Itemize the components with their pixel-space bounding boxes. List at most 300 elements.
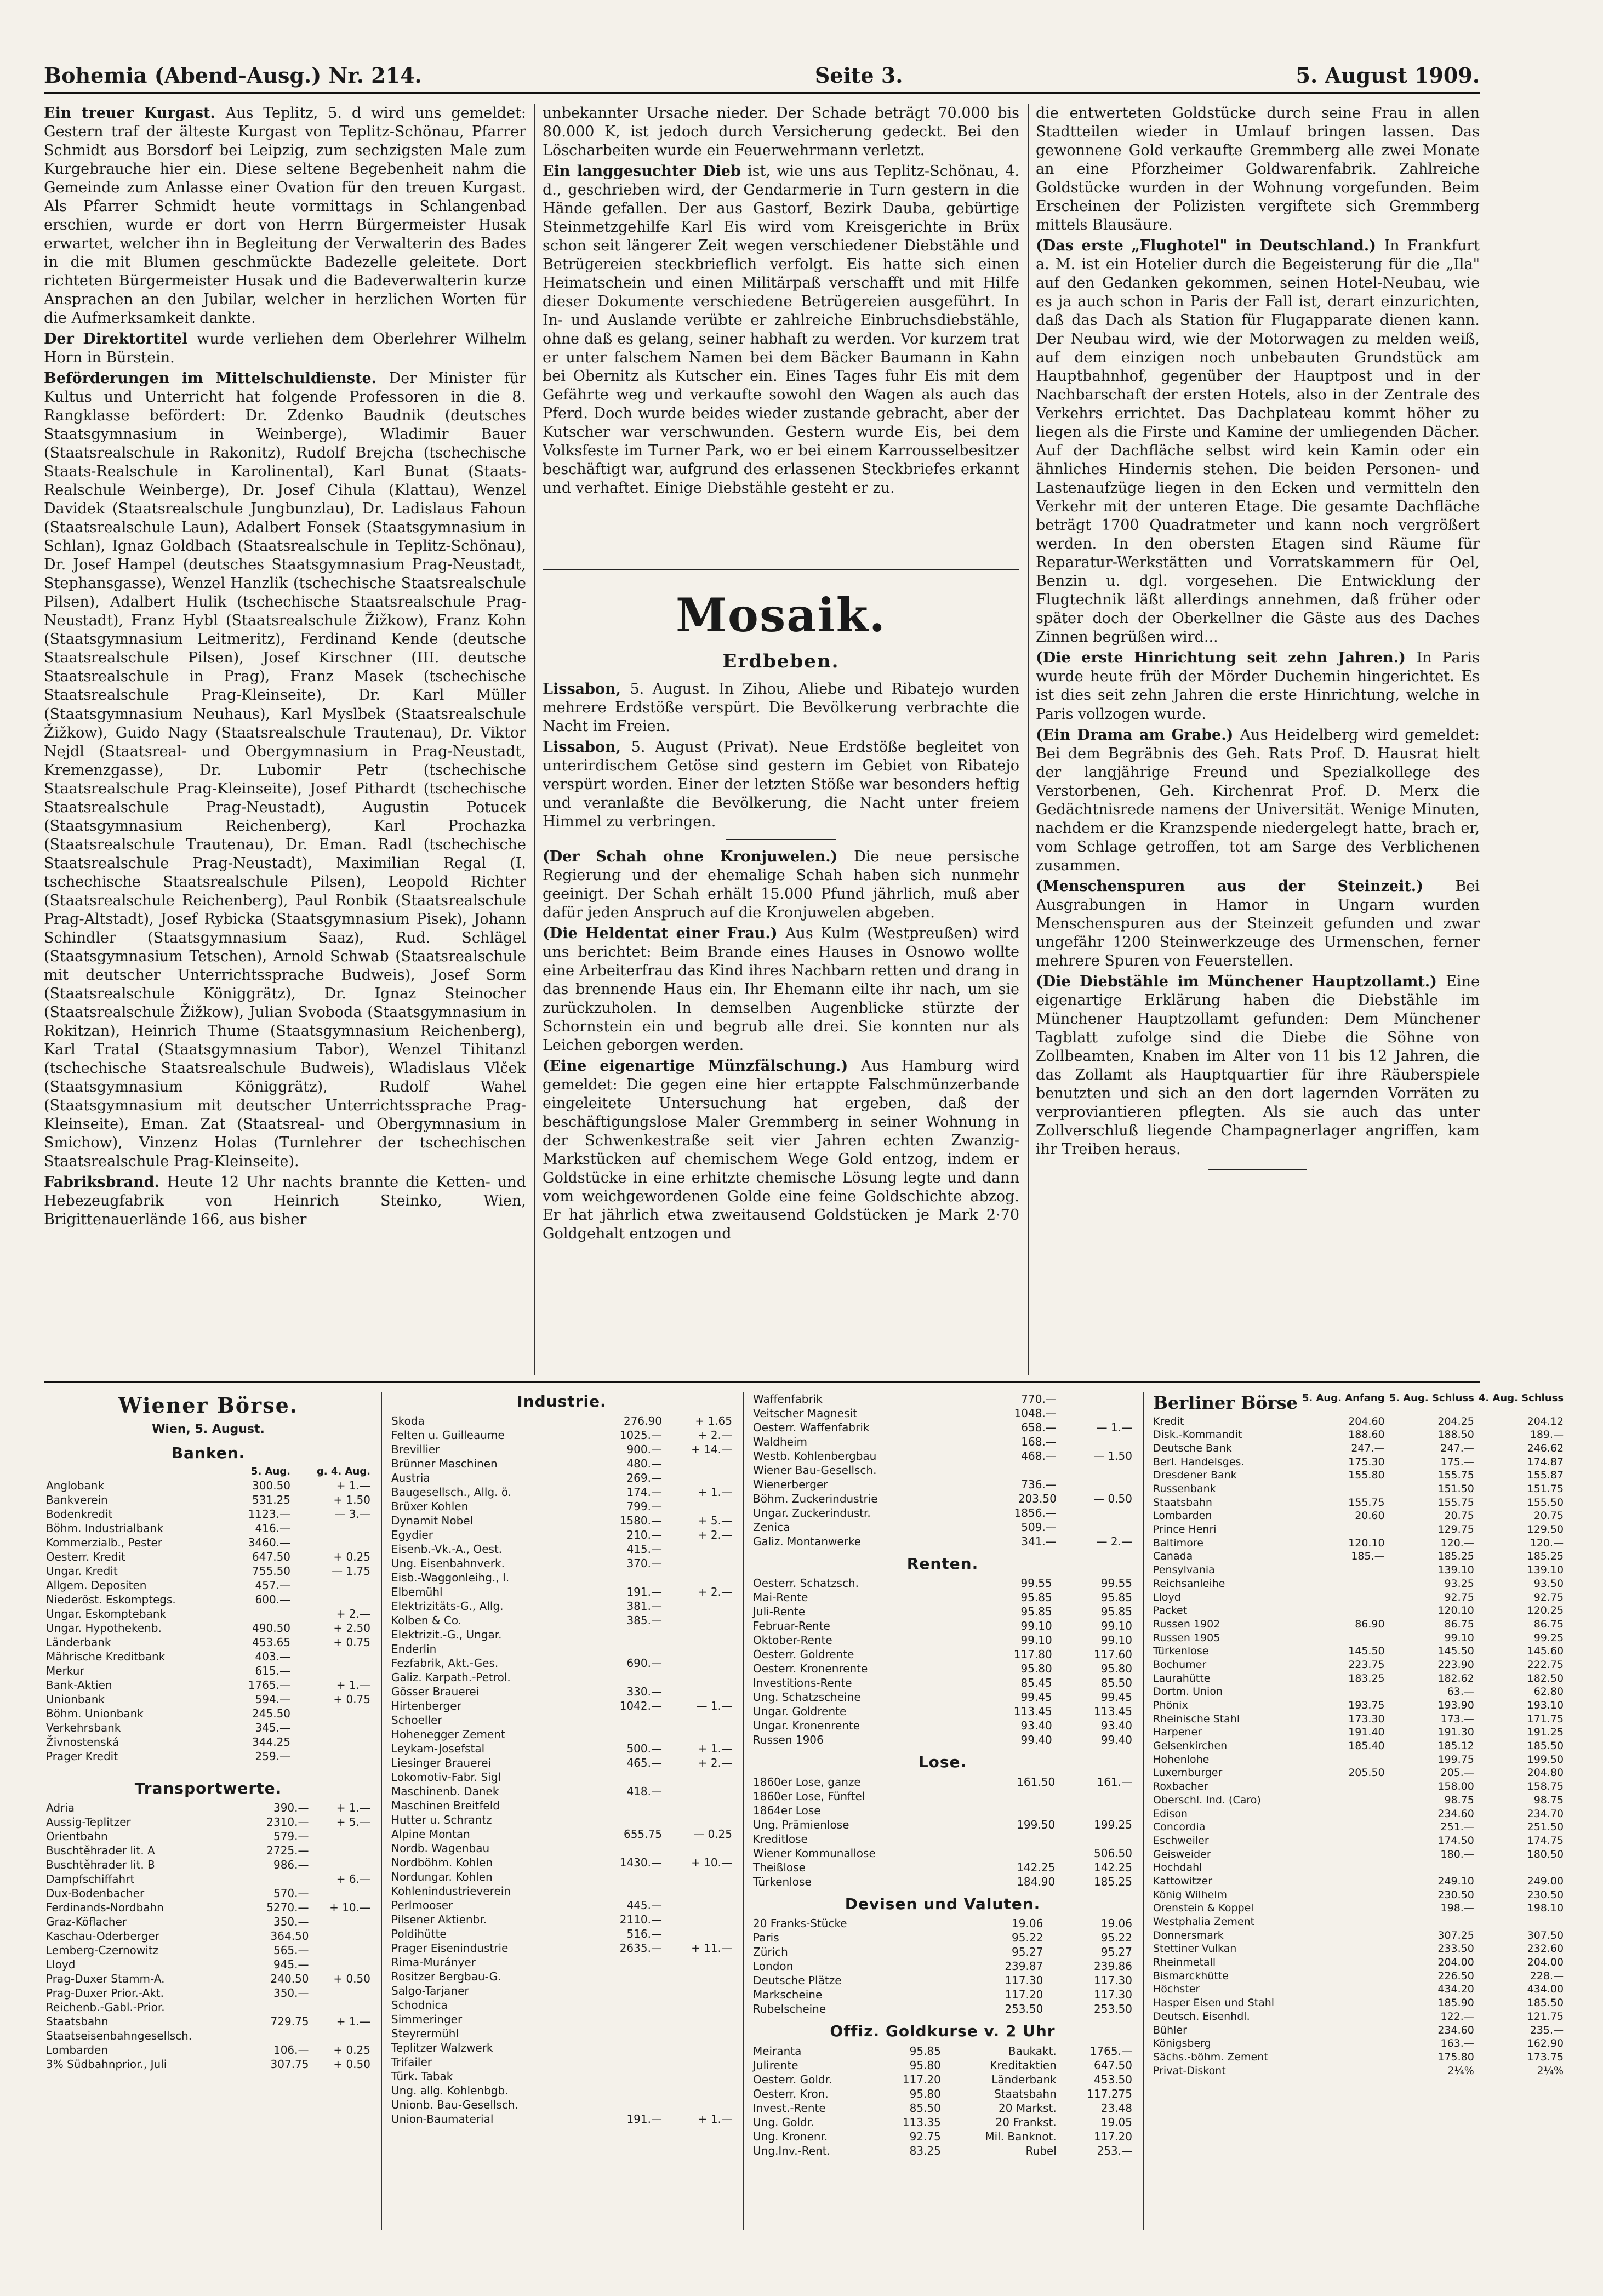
row-label: Zenica (753, 1521, 790, 1534)
row-value: 945.— (273, 1958, 309, 1972)
article-text: wurde verliehen dem Oberlehrer Wilhelm Horn in Bürstein. (44, 330, 526, 367)
row-value: 161.— (1097, 1775, 1132, 1789)
row-value (1300, 1875, 1387, 1888)
row-value: — 1.— (696, 1699, 732, 1713)
mosaik-article (543, 924, 1019, 1055)
table-row (751, 2129, 1134, 2144)
article-lead: (Ein Drama am Grabe.) (1036, 726, 1240, 744)
table-row (751, 2101, 1134, 2115)
row-value: 579.— (273, 1830, 309, 1843)
row-value (293, 1578, 373, 1592)
table-row (389, 1984, 734, 1998)
row-value: 233.50 (1437, 1943, 1474, 1955)
mosaik-subtitle: Erdbeben. (722, 650, 840, 672)
article-lead: (Die Diebstähle im Münchener Hauptzollamt.) (1036, 973, 1446, 990)
row-label: Oesterr. Kron. (753, 2087, 829, 2100)
row-value (1300, 1563, 1387, 1577)
row-value: + 1.50 (333, 1493, 370, 1506)
row-value: 2725.— (266, 1844, 309, 1858)
article-lead: (Die Heldentat einer Frau.) (543, 924, 786, 942)
berlin-title: Berliner Börse (1153, 1392, 1298, 1413)
row-value: 185.25 (1527, 1550, 1564, 1563)
row-label: Lloyd (46, 1958, 76, 1972)
row-label: Ungar. Eskomptebank (46, 1607, 167, 1620)
table-row (389, 1684, 734, 1699)
row-value (311, 1929, 373, 1943)
col1-article (44, 369, 526, 1171)
row-label: Skoda (391, 1414, 425, 1428)
row-label: Theißlose (753, 1860, 806, 1874)
row-value: — 0.50 (1093, 1492, 1132, 1505)
table-row (44, 1678, 373, 1692)
row-label: Reichsanleihe (1153, 1577, 1225, 1590)
row-value (664, 2055, 734, 2069)
table-row (1151, 1591, 1566, 1604)
row-value: 600.— (255, 1592, 291, 1606)
row-value: 117.20 (902, 2072, 941, 2086)
row-value: 95.22 (1100, 1931, 1132, 1945)
article-text: Eine eigenartige Erklärung haben die Diebstähle im Münchener Hauptzollamt gefunden: Dem Münchener Tagblatt zufolge sind die Diebe die Söhne von Zollbeamten, Knaben im Alter von 11 bis 12 Jahren, die das Zollamt als Hauptquartier für ihre Räuberspiele benutzten und sich an den dort lagernden Vorräten zu verproviantieren pflegten. Als sie auch das unter Zollverschluß liegende Champagnerlager angriffen, kam ihr Treiben heraus. (1036, 973, 1480, 1158)
row-value: 185.90 (1437, 1997, 1474, 2009)
table-row (389, 1955, 734, 1969)
row-value (311, 1915, 373, 1929)
table-row (389, 1770, 734, 1784)
row-value: 122.— (1440, 2010, 1474, 2023)
row-value: 647.50 (252, 1550, 291, 1563)
row-value (592, 1798, 664, 1813)
row-value: 158.75 (1527, 1780, 1564, 1793)
row-value: 506.50 (1094, 1846, 1132, 1860)
table-row (1151, 1428, 1566, 1442)
table-row (751, 1733, 1134, 1747)
row-label: Oesterr. Kredit (46, 1550, 125, 1563)
row-value: 189.— (1530, 1429, 1564, 1441)
row-label: Alpine Montan (391, 1827, 470, 1841)
row-label: Poldihütte (391, 1927, 447, 1941)
row-label: Rheinmetall (1153, 1956, 1216, 1969)
row-label: Staatsbahn (46, 2015, 109, 2029)
table-row (44, 1550, 373, 1564)
row-label: Perlmooser (391, 1899, 453, 1912)
row-value: 117.20 (1005, 1988, 1043, 2002)
row-value: 770.— (1021, 1392, 1057, 1406)
row-value: 95.80 (909, 2058, 941, 2072)
row-value: 416.— (255, 1521, 291, 1535)
row-value: 341.— (1021, 1535, 1057, 1548)
row-value: + 2.— (698, 1528, 732, 1542)
row-value (1300, 1482, 1387, 1496)
row-label: Westphalia Zement (1153, 1916, 1255, 1928)
row-value (293, 1649, 373, 1664)
table-row (1151, 1888, 1566, 1902)
column-2 (543, 104, 1019, 559)
row-value (293, 1735, 373, 1749)
row-value (664, 2026, 734, 2041)
article-text: 5. August. In Zihou, Aliebe und Ribatejo wurden mehrere Erdstöße verspürt. Die Bevölkerung verbrachte die Nacht im Freien. (543, 680, 1019, 735)
table-row (751, 1690, 1134, 1704)
table-row (751, 1860, 1134, 1875)
row-value (980, 1846, 1057, 1860)
row-value (311, 2000, 373, 2014)
row-value: 204.60 (1348, 1415, 1385, 1427)
row-value: 95.80 (1100, 1662, 1132, 1676)
row-label: Russen 1906 (753, 1733, 824, 1747)
row-label: Lombarden (1153, 1510, 1212, 1522)
table-row (44, 1735, 373, 1749)
row-label: Baugesellsch., Allg. ö. (391, 1486, 512, 1499)
row-value: 120.10 (1437, 1604, 1474, 1617)
row-value: 434.20 (1437, 1983, 1474, 1996)
row-label: Kommerzialb., Pester (46, 1535, 162, 1549)
row-label: Prince Henri (1153, 1523, 1217, 1536)
row-label: Staatsbahn (1153, 1496, 1212, 1509)
row-label: Russen 1902 (1153, 1618, 1220, 1630)
table-row (751, 1987, 1134, 2002)
row-value: 99.40 (1020, 1733, 1052, 1747)
row-label: Laurahütte (1153, 1672, 1211, 1684)
row-value: 364.50 (270, 1929, 309, 1943)
row-value: 1123.— (248, 1507, 291, 1521)
table-row (44, 2000, 373, 2014)
row-value (1300, 1969, 1387, 1983)
row-value: 729.75 (270, 2015, 309, 2029)
industrie-title: Industrie. (517, 1392, 607, 1410)
table-row (1151, 1604, 1566, 1618)
row-value: 307.25 (1437, 1929, 1474, 1941)
row-value (1300, 1685, 1387, 1699)
row-value: 531.25 (252, 1493, 291, 1506)
table-row (1151, 2051, 1566, 2064)
row-label: Ungar. Kronenrente (753, 1719, 860, 1733)
row-label: Liesinger Brauerei (391, 1756, 492, 1770)
row-value: 93.40 (1100, 1719, 1132, 1733)
row-value: + 10.— (691, 1856, 732, 1870)
row-value: 113.45 (1094, 1705, 1132, 1718)
table-row (44, 1507, 373, 1521)
table-row (389, 1513, 734, 1528)
table-row (1151, 1644, 1566, 1658)
row-value: 188.50 (1437, 1429, 1474, 1441)
row-label: Adria (46, 1801, 75, 1815)
row-value (664, 2012, 734, 2026)
row-value: + 2.— (698, 1429, 732, 1442)
row-value: 158.00 (1437, 1780, 1474, 1793)
row-value (1300, 1820, 1387, 1834)
row-value: 239.87 (1005, 1960, 1043, 1973)
renten-section (751, 1392, 1134, 2158)
row-value: 120.— (1440, 1537, 1474, 1549)
table-row (389, 1784, 734, 1798)
row-value: 3460.— (248, 1535, 291, 1549)
row-label: Wienerberger (753, 1478, 828, 1491)
table-row (751, 1449, 1134, 1463)
table-row (751, 1931, 1134, 1945)
row-value: 453.50 (1094, 2072, 1132, 2086)
row-value (664, 2083, 734, 2098)
row-value: 235.— (1530, 2024, 1564, 2036)
row-label: Investitions-Rente (753, 1676, 852, 1690)
table-row (1151, 1658, 1566, 1672)
row-value: 755.50 (252, 1564, 291, 1578)
row-value: + 1.— (698, 1742, 732, 1756)
table-row (1151, 1834, 1566, 1848)
row-label: Mai-Rente (753, 1591, 808, 1604)
row-label: Austria (391, 1471, 430, 1485)
table-row (1151, 1861, 1566, 1875)
row-value: 500.— (626, 1742, 662, 1756)
row-value: 92.75 (909, 2129, 941, 2143)
table-row (1151, 1807, 1566, 1821)
table-row (751, 1604, 1134, 1619)
row-value: 117.60 (1094, 1648, 1132, 1661)
table-row (389, 1912, 734, 1927)
table-row (751, 1576, 1134, 1590)
markets-rule (44, 1381, 1480, 1383)
row-value: — 1.— (1096, 1421, 1132, 1434)
row-label: Hasper Eisen und Stahl (1153, 1997, 1275, 2009)
row-label: Rima-Murányer (391, 1956, 476, 1969)
row-value (664, 1642, 734, 1656)
row-value: 434.00 (1527, 1983, 1564, 1996)
article-text: 5. August (Privat). Neue Erdstöße begleitet von unterirdischem Getöse sind gestern im Gebiet von Ribatejo verspürt worden. Einer der letzten Stöße war besonders heftig und veranlaßte die Bevölkerung, die Nacht unter freiem Himmel zu verbringen. (543, 738, 1019, 830)
row-value: 95.22 (1012, 1931, 1043, 1945)
berlin-colhead-1: 5. Aug. Anfang (1302, 1392, 1385, 1404)
table-row (389, 1884, 734, 1898)
row-label: Lombarden (46, 2043, 109, 2057)
table-row (44, 1829, 373, 1843)
row-value: 155.75 (1437, 1496, 1474, 1509)
table-row (751, 1520, 1134, 1534)
row-value (592, 1770, 664, 1784)
row-value: 95.80 (909, 2087, 941, 2100)
article-text: Heute 12 Uhr nachts brannte die Ketten- und Hebezeugfabrik von Heinrich Steinko, Wien, Brigittenauerlände 166, aus bisher (44, 1173, 526, 1228)
row-value (1300, 2024, 1387, 2037)
row-label: Union-Baumaterial (391, 2112, 494, 2126)
table-row (1151, 1875, 1566, 1888)
table-row (389, 2098, 734, 2112)
row-value: 247.— (1351, 1442, 1385, 1454)
row-label: Bankverein (46, 1493, 108, 1506)
table-row (44, 1957, 373, 1972)
row-label: Rheinische Stahl (1153, 1712, 1240, 1725)
row-label: Kolben & Co. (391, 1614, 462, 1627)
row-value: 445.— (626, 1899, 662, 1912)
row-label: Canada (1153, 1550, 1193, 1563)
table-row (44, 1692, 373, 1706)
table-row (389, 1428, 734, 1442)
row-value (1300, 1848, 1387, 1861)
row-value (664, 1927, 734, 1941)
row-label: Invest.-Rente (753, 2101, 826, 2115)
row-value: 509.— (1021, 1521, 1057, 1534)
row-value: 99.10 (1020, 1619, 1052, 1633)
table-row (44, 1478, 373, 1493)
table-row (1151, 1983, 1566, 1996)
row-value (293, 1749, 373, 1763)
row-value: 900.— (626, 1443, 662, 1457)
table-row (44, 1749, 373, 1763)
article-text: Bei Ausgrabungen in Hamor in Ungarn wurden Menschenspuren aus der Steinzeit gefunden und zwar ungefähr 1200 Steinwerkzeuge des Urmenschen, ferner mehrere Spuren von Feuerstellen. (1036, 877, 1480, 969)
row-label: Merkur (46, 1664, 84, 1677)
row-value (664, 1656, 734, 1670)
lose-title: Lose. (918, 1753, 967, 1772)
article-text: Aus Hamburg wird gemeldet: Die gegen eine hier ertappte Falschmünzerbande eingeleitete Untersuchung hat ergeben, daß der beschäftigungslose Maler Gremmberg in seiner Wohnung in der Schwenkestraße seit vier Jahren echten Zwanzig-Markstücken auf chemischem Wege Gold entzog, indem er Goldstücke in eine erhitzte chemische Lösung legte und dann vom weichgewordenen Golde eine feine Goldschichte abzog. Er hat jährlich etwa zweitausend Goldstücken je Mark 2·70 Goldgehalt entzogen und (543, 1057, 1019, 1243)
row-label: Maschinenb. Danek (391, 1785, 499, 1798)
table-row (44, 1493, 373, 1507)
row-value: 381.— (626, 1600, 662, 1613)
col1-article (44, 1173, 526, 1229)
table-row (751, 1492, 1134, 1506)
row-label: 3% Südbahnprior., Juli (46, 2058, 167, 2071)
row-label: Nordb. Wagenbau (391, 1842, 490, 1855)
column-divider-1 (534, 104, 535, 1375)
row-label: Schoeller (391, 1714, 442, 1727)
row-value: 799.— (626, 1500, 662, 1513)
row-value (293, 1535, 373, 1550)
row-value: 5270.— (266, 1901, 309, 1915)
row-label: Zürich (753, 1945, 788, 1959)
row-value: 251.50 (1527, 1821, 1564, 1834)
row-value: 210.— (626, 1528, 662, 1542)
row-label: Deutsch. Eisenhdl. (1153, 2010, 1250, 2023)
row-value (1387, 1861, 1476, 1875)
mosaik-article (543, 1057, 1019, 1243)
table-row (751, 1676, 1134, 1690)
row-value (1059, 1477, 1134, 1492)
row-value (1300, 1929, 1387, 1943)
table-row (751, 1803, 1134, 1818)
row-value: 139.10 (1437, 1564, 1474, 1577)
row-label: Böhm. Unionbank (46, 1706, 144, 1720)
row-value: 204.00 (1437, 1956, 1474, 1969)
berliner-boerse (1151, 1392, 1564, 2077)
row-value (1300, 1996, 1387, 2010)
row-value (592, 1998, 664, 2012)
table-row (389, 1699, 734, 1713)
row-value (664, 1713, 734, 1727)
row-value: 117.80 (1013, 1648, 1052, 1661)
goldkurse-title: Offiz. Goldkurse v. 2 Uhr (830, 2022, 1056, 2041)
row-value: 191.30 (1437, 1726, 1474, 1739)
row-value (592, 1627, 664, 1642)
row-value: 199.25 (1094, 1818, 1132, 1831)
row-label: Waldheim (753, 1435, 808, 1448)
row-value (592, 2026, 664, 2041)
table-row (389, 1841, 734, 1855)
row-label: Prager Kredit (46, 1749, 118, 1763)
row-value (293, 1706, 373, 1721)
row-value (1057, 1803, 1134, 1818)
row-label: Pensylvania (1153, 1564, 1215, 1577)
table-row (751, 1775, 1134, 1789)
table-row (44, 1706, 373, 1721)
row-value: 129.75 (1437, 1523, 1474, 1536)
row-label: Ferdinands-Nordbahn (46, 1901, 164, 1915)
row-value: 168.— (1021, 1435, 1057, 1448)
row-label: Königsberg (1153, 2037, 1211, 2050)
row-value (248, 2029, 311, 2043)
table-row (1151, 2037, 1566, 2051)
row-value: 415.— (626, 1543, 662, 1556)
article-lead: (Menschenspuren aus der Steinzeit.) (1036, 877, 1456, 895)
row-value (1300, 1834, 1387, 1848)
row-value (664, 1898, 734, 1912)
row-value (1059, 1506, 1134, 1520)
row-value: 86.75 (1533, 1618, 1564, 1630)
row-value: 249.00 (1527, 1875, 1564, 1887)
row-label: Fezfabrik, Akt.-Ges. (391, 1657, 499, 1670)
row-value: 117.30 (1005, 1974, 1043, 1987)
row-value (592, 1813, 664, 1827)
row-value: Baukakt. (1008, 2044, 1057, 2058)
row-value: 174.50 (1437, 1834, 1474, 1847)
table-row (751, 1590, 1134, 1604)
row-value: — 2.— (1096, 1535, 1132, 1548)
row-value: 1048.— (1014, 1407, 1057, 1420)
row-value (664, 1770, 734, 1784)
row-label: Aussig-Teplitzer (46, 1815, 131, 1829)
table-row (389, 1941, 734, 1955)
market-divider-1 (381, 1392, 382, 2230)
table-row (389, 1713, 734, 1727)
row-value (664, 1684, 734, 1699)
row-value: 204.00 (1527, 1956, 1564, 1969)
table-row (389, 2069, 734, 2083)
table-row (389, 1599, 734, 1613)
row-value: Staatsbahn (994, 2087, 1057, 2100)
column-divider-2 (1028, 104, 1029, 1375)
row-value: + 1.— (336, 1478, 370, 1492)
row-value: — 1.50 (1093, 1449, 1132, 1463)
row-label: Oesterr. Waffenfabrik (753, 1421, 870, 1434)
row-value: 232.60 (1527, 1943, 1564, 1955)
row-value (1300, 1915, 1387, 1929)
row-label: Böhm. Industrialbank (46, 1521, 163, 1535)
header-rule (44, 92, 1480, 94)
row-value (293, 1721, 373, 1735)
row-value (592, 1955, 664, 1969)
row-value: 191.— (626, 1585, 662, 1599)
row-value (1059, 1392, 1134, 1406)
row-value: 183.25 (1348, 1672, 1385, 1684)
row-value: 185.25 (1437, 1550, 1474, 1563)
row-value (592, 1984, 664, 1998)
row-label: Oesterr. Schatzsch. (753, 1577, 859, 1590)
row-value: 155.50 (1527, 1496, 1564, 1509)
row-value: 162.90 (1527, 2037, 1564, 2050)
row-value (293, 1521, 373, 1535)
row-label: König Wilhelm (1153, 1888, 1228, 1901)
row-value (311, 1986, 373, 2000)
row-value: 191.40 (1348, 1726, 1385, 1739)
article-lead: Der Direktortitel (44, 330, 197, 348)
row-value (248, 1872, 311, 1886)
row-value: + 0.75 (333, 1635, 370, 1649)
row-value (592, 1727, 664, 1741)
table-row (389, 1556, 734, 1570)
row-label: 1864er Lose (753, 1803, 821, 1817)
row-label: Dampfschiffahrt (46, 1872, 135, 1886)
table-row (389, 1927, 734, 1941)
row-label: Simmeringer (391, 2013, 463, 2026)
table-row (1151, 1469, 1566, 1482)
table-row (1151, 1563, 1566, 1577)
row-label: Oesterr. Goldrente (753, 1648, 854, 1661)
row-label: Deutsche Bank (1153, 1442, 1232, 1454)
row-value: 198.— (1440, 1902, 1474, 1915)
table-row (389, 1499, 734, 1513)
row-value: 19.06 (1012, 1917, 1043, 1931)
